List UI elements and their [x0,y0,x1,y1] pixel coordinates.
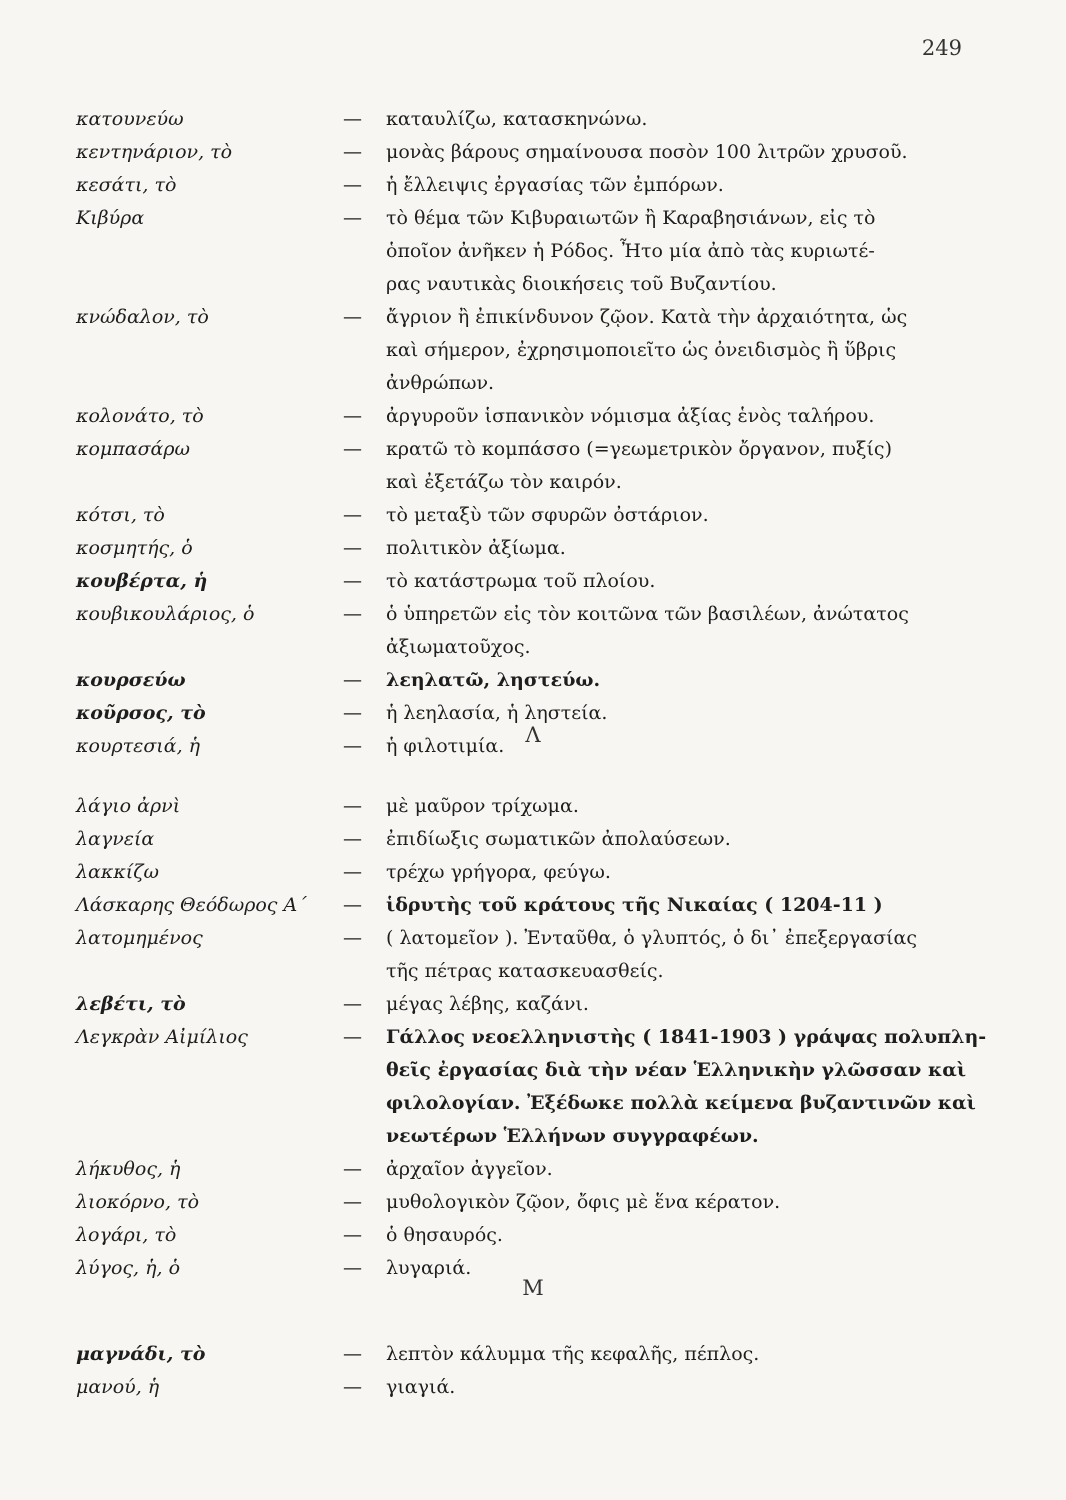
entry-term: κομπασάρω [76,438,191,460]
entry-definition: κρατῶ τὸ κομπάσσο (=γεωμετρικὸν ὄργανον, πυξίς) [386,438,892,460]
glossary-entry [0,1219,1066,1252]
definition-continuation-text: φιλολογίαν. Ἐξέδωκε πολλὰ κείμενα βυζαντινῶν καὶ [386,1092,976,1114]
entry-dash: — [343,894,362,916]
glossary-entry [0,565,1066,598]
entry-definition: μυθολογικὸν ζῷον, ὄφις μὲ ἕνα κέρατον. [386,1191,781,1213]
entry-definition-continuation [0,631,1066,664]
section-letter-mu: Μ [522,1276,544,1300]
glossary-entry [0,202,1066,235]
glossary-entry [0,598,1066,631]
entry-term: κοῦρσος, τὸ [76,702,206,724]
glossary-entry [0,433,1066,466]
entry-definition-continuation [0,1087,1066,1120]
entry-definition-continuation [0,1120,1066,1153]
entry-dash: — [343,405,362,427]
entry-definition: ἐπιδίωξις σωματικῶν ἀπολαύσεων. [386,828,731,850]
entry-definition: λεπτὸν κάλυμμα τῆς κεφαλῆς, πέπλος. [386,1343,760,1365]
glossary-entry [0,301,1066,334]
entry-definition: ὁ ὑπηρετῶν εἰς τὸν κοιτῶνα τῶν βασιλέων, ἀνώτατος [386,603,909,625]
entry-definition-continuation [0,235,1066,268]
entry-dash: — [343,828,362,850]
entry-dash: — [343,735,362,757]
definition-continuation-text: τῆς πέτρας κατασκευασθείς. [386,960,664,982]
glossary-entry [0,1371,1066,1404]
entry-dash: — [343,927,362,949]
glossary-section-mu [0,1338,1066,1404]
entry-definition: τὸ κατάστρωμα τοῦ πλοίου. [386,570,656,592]
entry-dash: — [343,306,362,328]
entry-definition-continuation [0,955,1066,988]
entry-term: λιοκόρνο, τὸ [76,1191,200,1213]
entry-definition: ( λατομεῖον ). Ἐνταῦθα, ὁ γλυπτός, ὁ δι᾽ ἐπεξεργασίας [386,927,918,949]
entry-definition: μέγας λέβης, καζάνι. [386,993,589,1015]
entry-dash: — [343,1191,362,1213]
entry-term: κουρτεσιά, ἡ [76,735,201,757]
glossary-entry [0,499,1066,532]
entry-term: κεντηνάριον, τὸ [76,141,233,163]
definition-continuation-text: ἀξιωματοῦχος. [386,636,531,658]
entry-term: Κιβύρα [76,207,145,229]
entry-term: μανού, ἡ [76,1376,160,1398]
glossary-entry [0,532,1066,565]
entry-dash: — [343,1376,362,1398]
entry-definition: λυγαριά. [386,1257,472,1279]
entry-term: λατομημένος [76,927,203,949]
entry-dash: — [343,537,362,559]
entry-term: κνώδαλον, τὸ [76,306,209,328]
entry-term: κεσάτι, τὸ [76,174,177,196]
entry-term: λεβέτι, τὸ [76,993,186,1015]
entry-dash: — [343,141,362,163]
glossary-entry [0,1021,1066,1054]
definition-continuation-text: νεωτέρων Ἑλλήνων συγγραφέων. [386,1125,759,1147]
entry-dash: — [343,702,362,724]
glossary-entry [0,1338,1066,1371]
entry-definition: ἀργυροῦν ἱσπανικὸν νόμισμα ἀξίας ἑνὸς ταλήρου. [386,405,875,427]
entry-definition: καταυλίζω, κατασκηνώνω. [386,108,648,130]
entry-dash: — [343,570,362,592]
definition-continuation-text: θεῖς ἐργασίας διὰ τὴν νέαν Ἑλληνικὴν γλῶσσαν καὶ [386,1059,967,1081]
glossary-entry [0,664,1066,697]
entry-dash: — [343,861,362,883]
entry-definition: Γάλλος νεοελληνιστὴς ( 1841-1903 ) γράψας πολυπλη- [386,1026,987,1048]
entry-definition: ἀρχαῖον ἀγγεῖον. [386,1158,553,1180]
entry-term: μαγνάδι, τὸ [76,1343,206,1365]
entry-term: λάγιο ἀρνὶ [76,795,181,817]
glossary-entry [0,823,1066,856]
entry-dash: — [343,1343,362,1365]
entry-dash: — [343,993,362,1015]
entry-dash: — [343,207,362,229]
definition-continuation-text: ρας ναυτικὰς διοικήσεις τοῦ Βυζαντίου. [386,273,777,295]
entry-definition: λεηλατῶ, ληστεύω. [386,669,601,691]
entry-dash: — [343,603,362,625]
entry-term: λαγνεία [76,828,155,850]
glossary-entry [0,103,1066,136]
glossary-entry [0,922,1066,955]
glossary-entry [0,889,1066,922]
entry-term: λακκίζω [76,861,160,883]
entry-definition-continuation [0,466,1066,499]
entry-definition: τρέχω γρήγορα, φεύγω. [386,861,611,883]
entry-term: κότσι, τὸ [76,504,165,526]
entry-definition: τὸ μεταξὺ τῶν σφυρῶν ὀστάριον. [386,504,709,526]
entry-dash: — [343,1158,362,1180]
entry-definition-continuation [0,367,1066,400]
entry-definition: ἄγριον ἢ ἐπικίνδυνον ζῷον. Κατὰ τὴν ἀρχαιότητα, ὡς [386,306,908,328]
entry-dash: — [343,438,362,460]
entry-definition: ἡ λεηλασία, ἡ ληστεία. [386,702,608,724]
entry-dash: — [343,1026,362,1048]
entry-definition-continuation [0,268,1066,301]
definition-continuation-text: καὶ ἐξετάζω τὸν καιρόν. [386,471,622,493]
entry-definition: ἡ ἔλλειψις ἐργασίας τῶν ἐμπόρων. [386,174,724,196]
glossary-entry [0,400,1066,433]
glossary-entry [0,856,1066,889]
entry-term: λύγος, ἡ, ὁ [76,1257,181,1279]
entry-term: λογάρι, τὸ [76,1224,177,1246]
entry-definition: πολιτικὸν ἀξίωμα. [386,537,566,559]
section-letter-lambda: Λ [525,723,541,747]
entry-dash: — [343,1224,362,1246]
glossary-entry [0,169,1066,202]
entry-term: κουρσεύω [76,669,186,691]
entry-term: κατουνεύω [76,108,184,130]
entry-definition: ἱδρυτὴς τοῦ κράτους τῆς Νικαίας ( 1204-11 ) [386,894,883,916]
entry-dash: — [343,174,362,196]
entry-definition: μὲ μαῦρον τρίχωμα. [386,795,579,817]
entry-dash: — [343,669,362,691]
definition-continuation-text: ἀνθρώπων. [386,372,495,394]
glossary-entry [0,136,1066,169]
glossary-entry [0,1186,1066,1219]
entry-dash: — [343,1257,362,1279]
definition-continuation-text: ὁποῖον ἀνῆκεν ἡ Ρόδος. Ἦτο μία ἀπὸ τὰς κυριωτέ- [386,240,875,262]
entry-dash: — [343,108,362,130]
glossary-section-kappa [0,103,1066,763]
entry-definition: τὸ θέμα τῶν Κιβυραιωτῶν ἢ Καραβησιάνων, εἰς τὸ [386,207,876,229]
entry-definition-continuation [0,334,1066,367]
glossary-entry [0,988,1066,1021]
entry-dash: — [343,795,362,817]
entry-definition: ἡ φιλοτιμία. [386,735,505,757]
entry-definition: μονὰς βάρους σημαίνουσα ποσὸν 100 λιτρῶν χρυσοῦ. [386,141,908,163]
entry-definition: ὁ θησαυρός. [386,1224,503,1246]
entry-term: λήκυθος, ἡ [76,1158,181,1180]
entry-dash: — [343,504,362,526]
entry-term: κολονάτο, τὸ [76,405,204,427]
glossary-entry [0,790,1066,823]
entry-definition-continuation [0,1054,1066,1087]
entry-term: Λεγκρὰν Αἰμίλιος [76,1026,248,1048]
page-number: 249 [921,36,962,60]
entry-definition: γιαγιά. [386,1376,456,1398]
entry-term: κοσμητής, ὁ [76,537,193,559]
glossary-section-lambda [0,790,1066,1285]
glossary-entry [0,1153,1066,1186]
entry-term: Λάσκαρης Θεόδωρος Α΄ [76,894,307,916]
entry-term: κουβικουλάριος, ὁ [76,603,255,625]
entry-term: κουβέρτα, ἡ [76,570,208,592]
definition-continuation-text: καὶ σήμερον, ἐχρησιμοποιεῖτο ὡς ὀνειδισμὸς ἢ ὕβρις [386,339,897,361]
